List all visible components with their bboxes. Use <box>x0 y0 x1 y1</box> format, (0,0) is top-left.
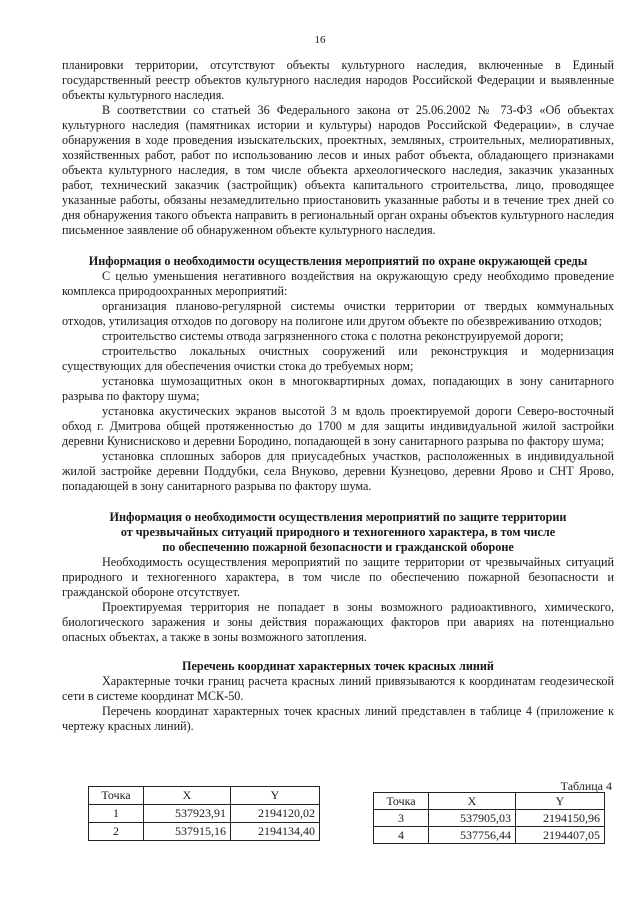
paragraph: Необходимость осуществления мероприятий по защите территории от чрезвычайных ситуаций природного и техногенного характера, в том числе по обеспечению пожарной безопасности и гражданской обороне отсутствует. <box>62 555 614 599</box>
coordinates-table-left <box>88 786 320 841</box>
list-item: строительство системы отвода загрязненного стока с полотна реконструируемой дороги; <box>102 329 564 343</box>
paragraph: Характерные точки границ расчета красных линий привязываются к координатам геодезической сети в системе координат МСК-50. <box>62 674 614 703</box>
cell-y: 2194150,96 <box>516 810 605 827</box>
cell-y: 2194120,02 <box>231 805 320 823</box>
cell-y: 2194134,40 <box>231 823 320 841</box>
cell-x: 537905,03 <box>429 810 516 827</box>
header-y: Y <box>516 793 605 810</box>
section-heading-environment: Информация о необходимости осуществления мероприятий по охране окружающей среды <box>88 254 588 268</box>
coordinates-table-right <box>373 792 605 844</box>
paragraph: планировки территории, отсутствуют объекты культурного наследия, включенные в Единый государственный реестр объектов культурного наследия народов Российской Федерации и выявленные объекты культурного наследия. <box>62 58 614 102</box>
cell-point: 1 <box>89 805 144 823</box>
table-label: Таблица 4 <box>560 779 612 793</box>
cell-x: 537923,91 <box>144 805 231 823</box>
table-header-row <box>89 787 320 805</box>
cell-y: 2194407,05 <box>516 827 605 844</box>
cell-x: 537915,16 <box>144 823 231 841</box>
heading-line: Информация о необходимости осуществления мероприятий по защите территории <box>109 510 567 524</box>
list-item: установка шумозащитных окон в многоквартирных домах, попадающих в зону санитарного разрыва по фактору шума; <box>62 374 614 403</box>
document-body <box>62 58 614 734</box>
paragraph: Проектируемая территория не попадает в зоны возможного радиоактивного, химического, биологического заражения и зоны действия поражающих факторов при авариях на потенциально опасных объектах, а также в зоны возможного затопления. <box>62 600 614 644</box>
header-x: X <box>144 787 231 805</box>
list-item: установка сплошных заборов для приусадебных участков, расположенных в индивидуальной жилой застройке деревни Поддубки, села Внуково, деревни Кузнецово, деревни Ярово и СНТ Ярово, попадающей в зону санитарного разрыва по фактору шума. <box>62 449 614 493</box>
list-item: организация планово-регулярной системы очистки территории от твердых коммунальных отходов, утилизация отходов по договору на полигоне или другом объекте по обезвреживанию отходов; <box>62 299 614 328</box>
paragraph: В соответствии со статьей 36 Федерального закона от 25.06.2002 № 73-ФЗ «Об объектах культурного наследия (памятниках истории и культуры) народов Российской Федерации», в случае обнаружения в ходе проведения изыскательских, проектных, земляных, строительных, мелиоративных, хозяйственных работ, работ по использованию лесов и иных работ объекта, обладающего признаками объекта культурного наследия, в том числе объекта археологического наследия, заказчик указанных работ, технический заказчик (застройщик) объекта капитального строительства, лицо, проводящее указанные работы, обязаны незамедлительно приостановить указанные работы и в течение трех дней со дня обнаружения такого объекта направить в региональный орган охраны объектов культурного наследия письменное заявление об обнаруженном объекте культурного наследия. <box>62 103 614 237</box>
table-row <box>374 810 605 827</box>
table-header-row <box>374 793 605 810</box>
paragraph: С целью уменьшения негативного воздействия на окружающую среду необходимо проведение комплекса природоохранных мероприятий: <box>62 269 614 298</box>
section-heading-emergency <box>62 510 614 555</box>
header-point: Точка <box>374 793 429 810</box>
cell-point: 4 <box>374 827 429 844</box>
list-item: строительство локальных очистных сооружений или реконструкция и модернизация существующих для обеспечения очистки стока до требуемых норм; <box>62 344 614 373</box>
page-number: 16 <box>314 34 326 46</box>
header-point: Точка <box>89 787 144 805</box>
header-x: X <box>429 793 516 810</box>
table-row <box>89 823 320 841</box>
cell-point: 3 <box>374 810 429 827</box>
paragraph: Перечень координат характерных точек красных линий представлен в таблице 4 (приложение к чертежу красных линий). <box>62 704 614 733</box>
table-row <box>89 805 320 823</box>
heading-line: от чрезвычайных ситуаций природного и техногенного характера, в том числе <box>120 525 556 539</box>
heading-line: по обеспечению пожарной безопасности и гражданской обороне <box>162 540 514 554</box>
cell-x: 537756,44 <box>429 827 516 844</box>
section-heading-coordinates: Перечень координат характерных точек красных линий <box>182 659 494 673</box>
cell-point: 2 <box>89 823 144 841</box>
table-row <box>374 827 605 844</box>
list-item: установка акустических экранов высотой 3 м вдоль проектируемой дороги Северо-восточный обход г. Дмитрова общей протяженностью до 1700 м для защиты индивидуальной жилой застройки деревни Куниснисково и деревни Бородино, попадающей в зону санитарного разрыва по фактору шума; <box>62 404 614 448</box>
header-y: Y <box>231 787 320 805</box>
